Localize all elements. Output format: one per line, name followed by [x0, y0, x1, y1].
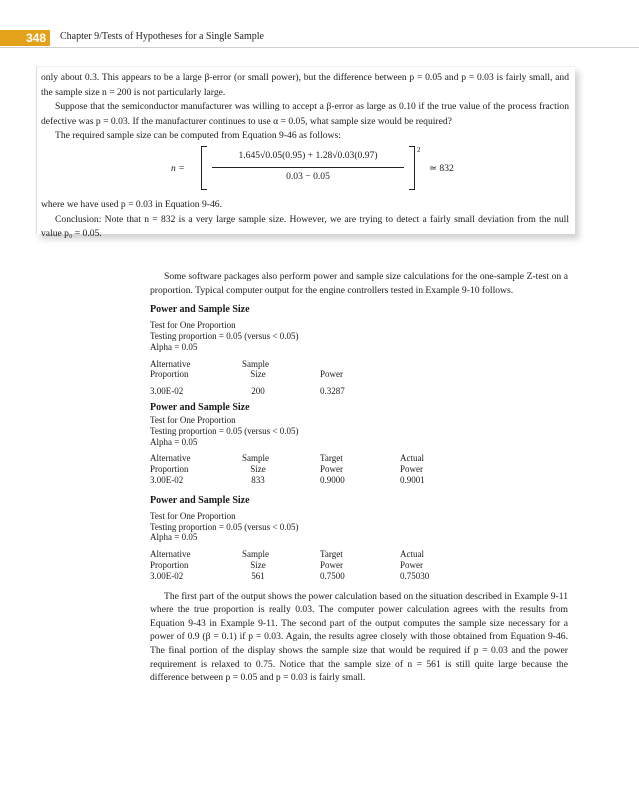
page-number: 348 — [0, 30, 50, 46]
col-header: Proportion — [150, 559, 189, 570]
col-header: Power — [400, 559, 423, 570]
col-header: Power — [400, 464, 423, 475]
output-line: Alpha = 0.05 — [150, 341, 198, 352]
equation-numerator: 1.645√0.05(0.95) + 1.28√0.03(0.97) — [238, 149, 378, 161]
table-cell: 561 — [251, 570, 265, 581]
col-header: Power — [320, 369, 343, 380]
output-line: Test for One Proportion — [150, 510, 236, 521]
col-header: Actual — [400, 453, 424, 464]
box-paragraph-4: where we have used p = 0.03 in Equation 9-46. — [41, 198, 222, 210]
col-header: Sample — [242, 358, 269, 369]
box-paragraph-2: Suppose that the semiconductor manufacturer was willing to accept a β-error as large as 0.10 if the true value of the process fraction defective was p = 0.03. If the manufacturer continues to use α = 0.05, what sample size would be required? — [41, 101, 569, 127]
output-line: Alpha = 0.05 — [150, 436, 198, 447]
table-header-row — [150, 453, 568, 464]
table-header-row — [150, 560, 568, 571]
example-box — [36, 66, 575, 240]
col-header: Proportion — [150, 464, 189, 475]
table-header-row — [150, 359, 568, 370]
col-header: Size — [250, 369, 266, 380]
box-paragraph-3: The required sample size can be computed from Equation 9-46 as follows: — [55, 130, 341, 142]
equation-denominator: 0.03 − 0.05 — [286, 170, 330, 182]
col-header: Size — [250, 559, 266, 570]
table-cell: 0.9001 — [400, 474, 425, 485]
equation-result: ≃ 832 — [429, 162, 454, 174]
table-cell: 833 — [251, 474, 265, 485]
table-header-row — [150, 369, 568, 380]
chapter-title: Chapter 9/Tests of Hypotheses for a Single Sample — [60, 31, 264, 42]
output-block-2 — [150, 401, 568, 486]
output-line: Alpha = 0.05 — [150, 532, 198, 543]
output-line: Test for One Proportion — [150, 414, 236, 425]
equation-exponent: 2 — [417, 145, 421, 154]
table-header-row — [150, 549, 568, 560]
col-header: Sample — [242, 549, 269, 560]
table-cell: 0.75030 — [400, 570, 430, 581]
output-block-3 — [150, 494, 568, 582]
table-row — [150, 386, 568, 397]
output-title: Power and Sample Size — [150, 401, 250, 413]
table-row — [150, 475, 568, 486]
output-line: Testing proportion = 0.05 (versus < 0.05) — [150, 521, 299, 532]
table-header-row — [150, 464, 568, 475]
table-cell: 3.00E-02 — [150, 386, 184, 397]
table-cell: 0.3287 — [320, 386, 345, 397]
col-header: Alternative — [150, 549, 191, 560]
fraction-bar — [212, 167, 404, 168]
col-header: Alternative — [150, 358, 191, 369]
col-header: Target — [320, 549, 343, 560]
equation-bracket — [201, 146, 415, 190]
intro-paragraph: Some software packages also perform power and sample size calculations for the one-sample Z-test on a proportion. Typical computer output for the engine controllers tested in Example 9-10 follows. — [150, 271, 568, 296]
page-header — [0, 30, 639, 46]
sample-size-equation — [41, 146, 569, 194]
output-line: Test for One Proportion — [150, 320, 236, 331]
box-conclusion: Conclusion: Note that n = 832 is a very large sample size. However, we are trying to detect a fairly small deviation from the null value p₀ = 0.05. — [41, 213, 569, 240]
table-cell: 3.00E-02 — [150, 570, 184, 581]
col-header: Size — [250, 464, 266, 475]
table-cell: 0.9000 — [320, 474, 345, 485]
col-header: Sample — [242, 453, 269, 464]
table-cell: 0.7500 — [320, 570, 345, 581]
col-header: Alternative — [150, 453, 191, 464]
col-header: Power — [320, 559, 343, 570]
output-line: Testing proportion = 0.05 (versus < 0.05) — [150, 425, 299, 436]
col-header: Actual — [400, 549, 424, 560]
closing-paragraph: The first part of the output shows the power calculation based on the situation described in Example 9-11 where the true proportion is really 0.03. The computer power calculation agrees with the results from Equation 9-43 in Example 9-11. The second part of the output computes the sample size necessary for a power of 0.9 (β = 0.1) if p = 0.03. Again, the results agree closely with those obtained from Equation 9-46. The final portion of the display shows the sample size that would be required if p = 0.03 and the power requirement is relaxed to 0.75. Notice that the sample size of n = 561 is still quite large because the difference between p = 0.05 and p = 0.03 is fairly small. — [150, 590, 568, 684]
box-paragraph-1: only about 0.3. This appears to be a large β-error (or small power), but the difference between p = 0.05 and p = 0.03 is fairly small, and the sample size n = 200 is not particularly large. — [41, 72, 569, 98]
col-header: Target — [320, 453, 343, 464]
output-title: Power and Sample Size — [150, 304, 250, 316]
main-text — [150, 270, 568, 685]
output-title: Power and Sample Size — [150, 494, 250, 506]
output-block-1 — [150, 303, 568, 397]
table-cell: 3.00E-02 — [150, 474, 184, 485]
output-line: Testing proportion = 0.05 (versus < 0.05) — [150, 330, 299, 341]
table-cell: 200 — [251, 386, 265, 397]
table-row — [150, 571, 568, 582]
equation-lhs: n = — [171, 162, 185, 174]
header-rule — [0, 47, 639, 48]
col-header: Power — [320, 464, 343, 475]
col-header: Proportion — [150, 369, 189, 380]
